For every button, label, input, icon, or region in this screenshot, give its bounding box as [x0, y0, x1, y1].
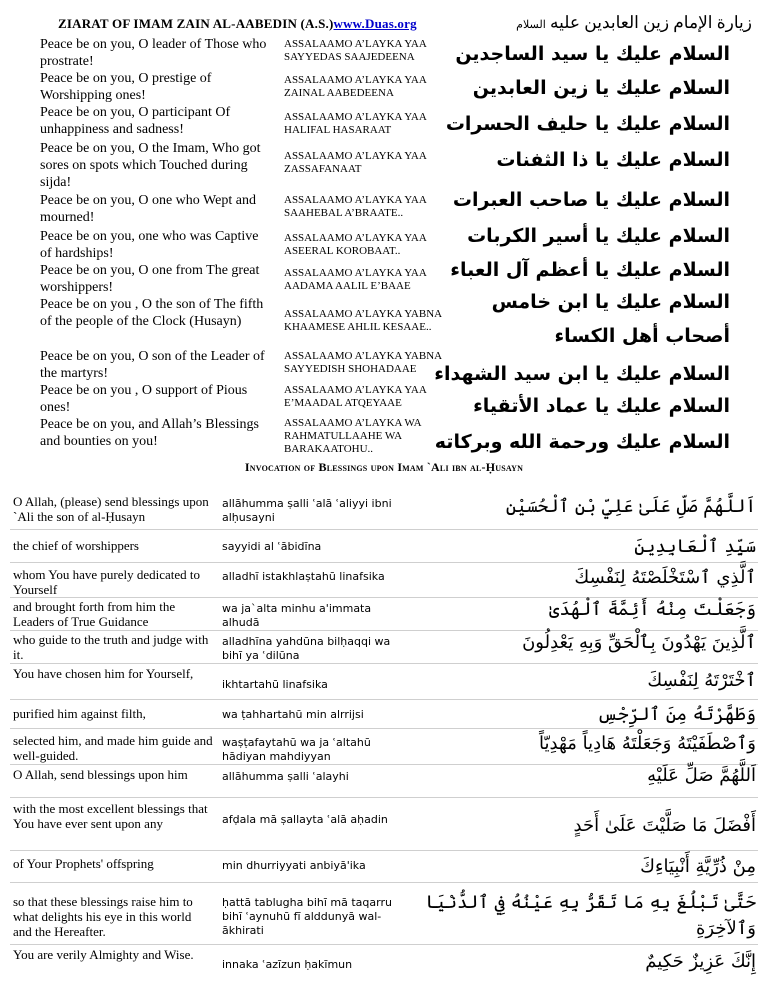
english-text: You have chosen him for Yourself,	[13, 666, 194, 681]
english-text: selected him, and made him guide and well-guided.	[13, 733, 213, 763]
transliteration: ASSALAAMO A’LAYKA YAA SAYYEDAS SAAJEDEENA	[284, 38, 427, 63]
english-text: the chief of worshippers	[13, 538, 139, 553]
transliteration: alladhīna yahdūna bilḥaqqi wa bihī ya ʿdilūna	[222, 635, 391, 662]
title-arabic: زيارة الإمام زين العابدين عليه السلام	[516, 13, 752, 32]
transliteration: ASSALAAMO A’LAYKA YAA HALIFAL HASARAAT	[284, 111, 427, 136]
english-text: Peace be on you, one who was Captive of hardships!	[40, 229, 259, 261]
english-text: so that these blessings raise him to what delights his eye in this world and the Hereafter.	[13, 894, 193, 939]
row-divider	[10, 630, 758, 631]
row-divider	[10, 850, 758, 851]
invocation-heading: Invocation of Blessings upon Imam `Ali ibn al-Ḥusayn	[244, 460, 524, 474]
transliteration: wa ṭahhartahū min alrrijsi	[222, 708, 364, 721]
transliteration: ASSALAAMO A’LAYKA YAA AADAMA AALIL E’BAAE	[284, 267, 427, 292]
transliteration: allāhumma ṣalli ʿalayhi	[222, 770, 349, 783]
arabic-text: أَفْضَلَ مَا صَلَّيْتَ عَلَىٰ أَحَدٍ	[573, 815, 756, 836]
row-divider	[10, 728, 758, 729]
row-divider	[10, 663, 758, 664]
row-divider	[10, 944, 758, 945]
transliteration: allāhumma ṣalli ʿalā ʿaliyyi ibni alḥusayni	[222, 497, 392, 524]
arabic-text: السلام عليك يا سيد الساجدين	[455, 43, 730, 65]
arabic-text: السلام عليك يا صاحب العبرات	[452, 189, 730, 211]
arabic-text: السلام عليك يا عماد الأتقياء	[473, 395, 730, 417]
english-text: of Your Prophets' offspring	[13, 856, 154, 871]
arabic-text: اَللَّهُمَّ صَلِّ عَلَيْهِ	[647, 765, 756, 786]
english-text: who guide to the truth and judge with it.	[13, 632, 209, 662]
title-arabic-small: السلام	[516, 19, 546, 31]
duas-org-link[interactable]: www.Duas.org	[333, 16, 417, 31]
arabic-text: سَيِّدِ ٱلْعَابِدِينَ	[634, 536, 756, 557]
english-text: Peace be on you, O prestige of Worshipping ones!	[40, 71, 212, 103]
title-english: ZIARAT OF IMAM ZAIN AL-AABEDIN (A.S.)www.Duas.org	[58, 16, 417, 31]
arabic-text: وَجَعَلْتَ مِنْهُ أَئِمَّةَ ٱلْهُدَىٰ	[548, 599, 756, 620]
arabic-text: السلام عليك يا ذا الثفنات	[496, 149, 730, 171]
transliteration: min dhurriyyati anbiyā'ika	[222, 859, 366, 872]
row-divider	[10, 529, 758, 530]
arabic-text: ٱخْتَرْتَهُ لِنَفْسِكَ	[647, 670, 756, 691]
transliteration: afḍala mā ṣallayta ʿalā aḥadin	[222, 813, 388, 826]
english-text: You are verily Almighty and Wise.	[13, 947, 194, 962]
transliteration: ASSALAAMO A’LAYKA YAA E’MAADAL ATQEYAAE	[284, 384, 427, 409]
row-divider	[10, 797, 758, 798]
transliteration: ASSALAAMO A’LAYKA YABNA SAYYEDISH SHOHADAAE	[284, 350, 442, 375]
arabic-text: السلام عليك يا أعظم آل العباء	[450, 259, 730, 281]
arabic-text: اَللَّهُمَّ صَلِّ عَلَىٰ عَلِيِّ بْنِ ٱلْحُسَيْنِ	[505, 496, 756, 517]
english-text: whom You have purely dedicated to Yourself	[13, 567, 201, 597]
english-text: Peace be on you, O son of the Leader of the martyrs!	[40, 349, 265, 381]
english-text: and brought forth from him the Leaders of True Guidance	[13, 599, 176, 629]
english-text: Peace be on you , O support of Pious ones!	[40, 383, 248, 415]
arabic-text: السلام عليك يا ابن سيد الشهداء	[434, 363, 730, 385]
arabic-text: ٱلَّذِي ٱسْتَخْلَصْتَهُ لِنَفْسِكَ	[574, 567, 756, 588]
transliteration: wa ja`alta minhu a'immata alhudā	[222, 602, 372, 629]
transliteration: sayyidi al ʿābidīna	[222, 540, 322, 553]
row-divider	[10, 597, 758, 598]
arabic-text: السلام عليك يا زين العابدين	[472, 77, 730, 99]
english-text: Peace be on you, O one from The great worshippers!	[40, 263, 260, 295]
transliteration: alladhī istakhlaṣtahū linafsika	[222, 570, 385, 583]
english-text: Peace be on you, and Allah’s Blessings and bounties on you!	[40, 417, 259, 449]
arabic-text: السلام عليك يا ابن خامس	[491, 291, 730, 313]
arabic-text: السلام عليك يا حليف الحسرات	[445, 113, 730, 135]
transliteration: waṣṭafaytahū wa ja ʿaltahū hādiyan mahdiyyan	[222, 736, 371, 763]
english-text: with the most excellent blessings that You have ever sent upon any	[13, 801, 208, 831]
arabic-text: ٱلَّذِينَ يَهْدُونَ بِٱلْحَقِّ وَبِهِ يَعْدِلُونَ	[522, 632, 756, 653]
transliteration: ASSALAAMO A’LAYKA YAA ZASSAFANAAT	[284, 150, 427, 175]
transliteration: ASSALAAMO A’LAYKA YAA SAAHEBAL A’BRAATE..	[284, 194, 427, 219]
transliteration: ASSALAAMO A’LAYKA WA RAHMATULLAAHE WA BARAKAATOHU..	[284, 417, 421, 455]
english-text: Peace be on you, O leader of Those who prostrate!	[40, 37, 267, 69]
english-text: Peace be on you, O the Imam, Who got sores on spots which Touched during sijda!	[40, 141, 261, 190]
english-text: Peace be on you , O the son of The fifth of the people of the Clock (Husayn)	[40, 297, 264, 329]
transliteration: innaka ʿazīzun ḥakīmun	[222, 958, 353, 971]
arabic-text: السلام عليك ورحمة الله وبركاته	[434, 431, 730, 453]
transliteration: ASSALAAMO A’LAYKA YAA ASEERAL KOROBAAT..	[284, 232, 427, 257]
transliteration: ASSALAAMO A’LAYKA YABNA KHAAMESE AHLIL KESAAE..	[284, 308, 442, 333]
row-divider	[10, 562, 758, 563]
english-text: Peace be on you, O participant Of unhappiness and sadness!	[40, 105, 231, 137]
english-text: O Allah, (please) send blessings upon `Ali the son of al-Ḥusayn	[13, 494, 209, 524]
arabic-text: وَٱصْطَفَيْتَهُ وَجَعَلْتَهُ هَادِياً مَهْدِيّاً	[539, 733, 756, 754]
english-text: Peace be on you, O one who Wept and mourned!	[40, 193, 256, 225]
transliteration: ikhtartahū linafsika	[222, 678, 328, 691]
english-text: O Allah, send blessings upon him	[13, 767, 188, 782]
arabic-text: السلام عليك يا أسير الكربات	[467, 225, 730, 247]
transliteration: ḥattā tablugha bihī mā taqarru bihī ʿaynuhū fī alddunyā wal-ākhirati	[222, 896, 392, 937]
arabic-text: حَتَّىٰ تَبْلُغَ بِهِ مَا تَقَرُّ بِهِ عَيْنُهُ فِي ٱلدُّنْيَا	[425, 892, 756, 913]
arabic-text: وَطَهَّرْتَهُ مِنَ ٱلرِّجْسِ	[596, 704, 756, 725]
arabic-text: مِنْ ذُرِّيَّةِ أَنْبِيَاءِكَ	[640, 856, 756, 877]
row-divider	[10, 699, 758, 700]
arabic-text-continued: وَٱلآخِرَةِ	[696, 918, 756, 939]
english-text: purified him against filth,	[13, 706, 146, 721]
page-title	[58, 14, 758, 36]
row-divider	[10, 882, 758, 883]
arabic-text-continued: أصحاب أهل الكساء	[554, 325, 730, 347]
arabic-text: إِنَّكَ عَزِيزٌ حَكِيمٌ	[645, 951, 756, 972]
transliteration: ASSALAAMO A’LAYKA YAA ZAINAL AABEDEENA	[284, 74, 427, 99]
